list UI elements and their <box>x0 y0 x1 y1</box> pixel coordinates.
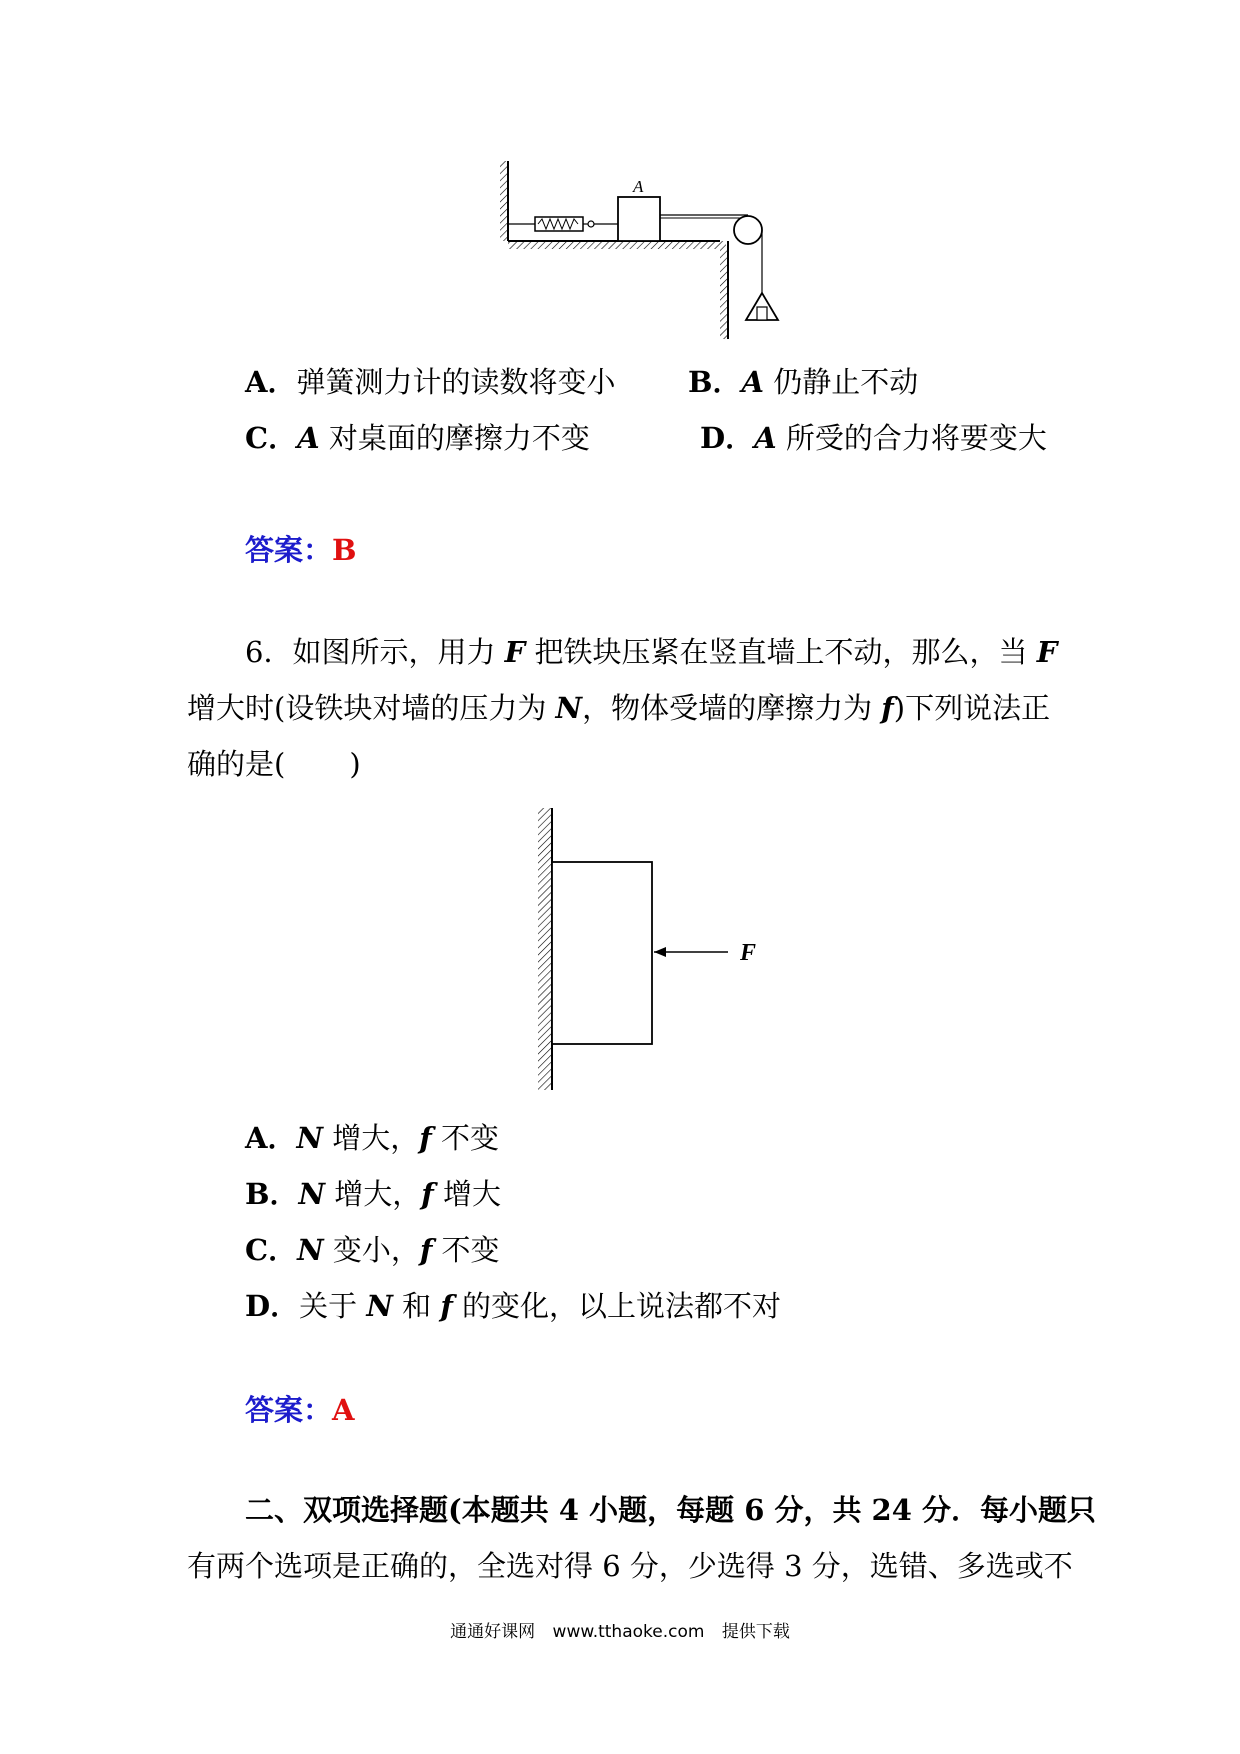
q5-option-d <box>700 418 1047 458</box>
option-text: 对桌面的摩擦力不变 <box>319 421 590 455</box>
stem-text: 增大时(设铁块对墙的压力为 <box>187 691 556 725</box>
option-var: A <box>741 365 765 399</box>
option-var: N <box>297 1233 324 1267</box>
option-var: f <box>421 1177 434 1211</box>
option-var: f <box>440 1289 453 1323</box>
stem-text: ) <box>349 747 361 781</box>
option-text: 关于 <box>299 1289 367 1323</box>
stem-text: 确的是( <box>187 747 286 781</box>
q6-stem-line-2 <box>187 688 1050 728</box>
q5-option-c <box>245 418 590 458</box>
footer-note: 提供下载 <box>721 1622 790 1642</box>
option-letter: A． <box>245 365 297 399</box>
option-var: N <box>298 1177 326 1211</box>
option-var: N <box>296 1121 324 1155</box>
option-text: 所受的合力将要变大 <box>776 421 1047 455</box>
answer-label: 答案： <box>245 533 333 567</box>
option-letter: A． <box>245 1121 297 1155</box>
option-text: 增大， <box>323 1121 420 1155</box>
option-var: A <box>297 421 320 455</box>
option-text: 变小， <box>323 1233 420 1267</box>
option-letter: B． <box>245 1177 299 1211</box>
stem-text: 把铁块压紧在竖直墙上不动，那么，当 <box>525 635 1037 669</box>
q5-figure <box>490 155 810 345</box>
q6-option-b <box>245 1174 501 1214</box>
answer-value: B <box>332 533 357 567</box>
answer-label: 答案： <box>245 1393 333 1427</box>
option-var: A <box>754 421 777 455</box>
q5-option-a <box>245 362 616 402</box>
footer-url: www.tthaoke.com <box>552 1622 705 1642</box>
option-text: 不变 <box>431 1121 499 1155</box>
answer-value: A <box>332 1393 355 1427</box>
force-f-label: F <box>740 940 757 966</box>
q6-option-c <box>245 1230 500 1270</box>
stem-var: F <box>504 635 526 669</box>
footer-site: 通通好课网 <box>450 1622 536 1642</box>
block-a-label: A <box>633 177 644 196</box>
q6-option-a <box>245 1118 499 1158</box>
option-text: 增大 <box>433 1177 501 1211</box>
option-letter: D． <box>700 421 755 455</box>
q6-stem-line-1 <box>245 632 1057 672</box>
stem-text: ，物体受墙的摩擦力为 <box>582 691 882 725</box>
section2-line-1: 二、双项选择题(本题共 4 小题，每题 6 分，共 24 分．每小题只 <box>245 1493 1097 1527</box>
section2-line-2: 有两个选项是正确的，全选对得 6 分，少选得 3 分，选错、多选或不 <box>187 1549 1073 1583</box>
option-text: 不变 <box>432 1233 500 1267</box>
option-text: 的变化，以上说法都不对 <box>452 1289 782 1323</box>
stem-var: F <box>1036 635 1058 669</box>
q6-answer <box>245 1388 355 1429</box>
option-var: f <box>419 1233 433 1267</box>
q6-figure <box>530 800 790 1100</box>
option-text: 增大， <box>325 1177 422 1211</box>
stem-text: 6．如图所示，用力 <box>245 635 505 669</box>
option-text: 弹簧测力计的读数将变小 <box>296 365 616 399</box>
option-letter: C． <box>245 421 298 455</box>
q5-option-b <box>688 362 918 402</box>
option-text: 和 <box>392 1289 441 1323</box>
option-text: 仍静止不动 <box>764 365 919 399</box>
option-letter: B． <box>688 365 742 399</box>
option-letter: D． <box>245 1289 300 1323</box>
q6-option-d <box>245 1286 781 1326</box>
stem-text: )下列说法正 <box>893 691 1051 725</box>
stem-var: f <box>881 691 894 725</box>
page-footer <box>0 1617 1240 1642</box>
option-var: f <box>419 1121 432 1155</box>
option-var: N <box>366 1289 393 1323</box>
q6-stem-line-3 <box>187 744 361 784</box>
option-letter: C． <box>245 1233 298 1267</box>
q5-answer <box>245 528 357 569</box>
stem-var: N <box>555 691 583 725</box>
